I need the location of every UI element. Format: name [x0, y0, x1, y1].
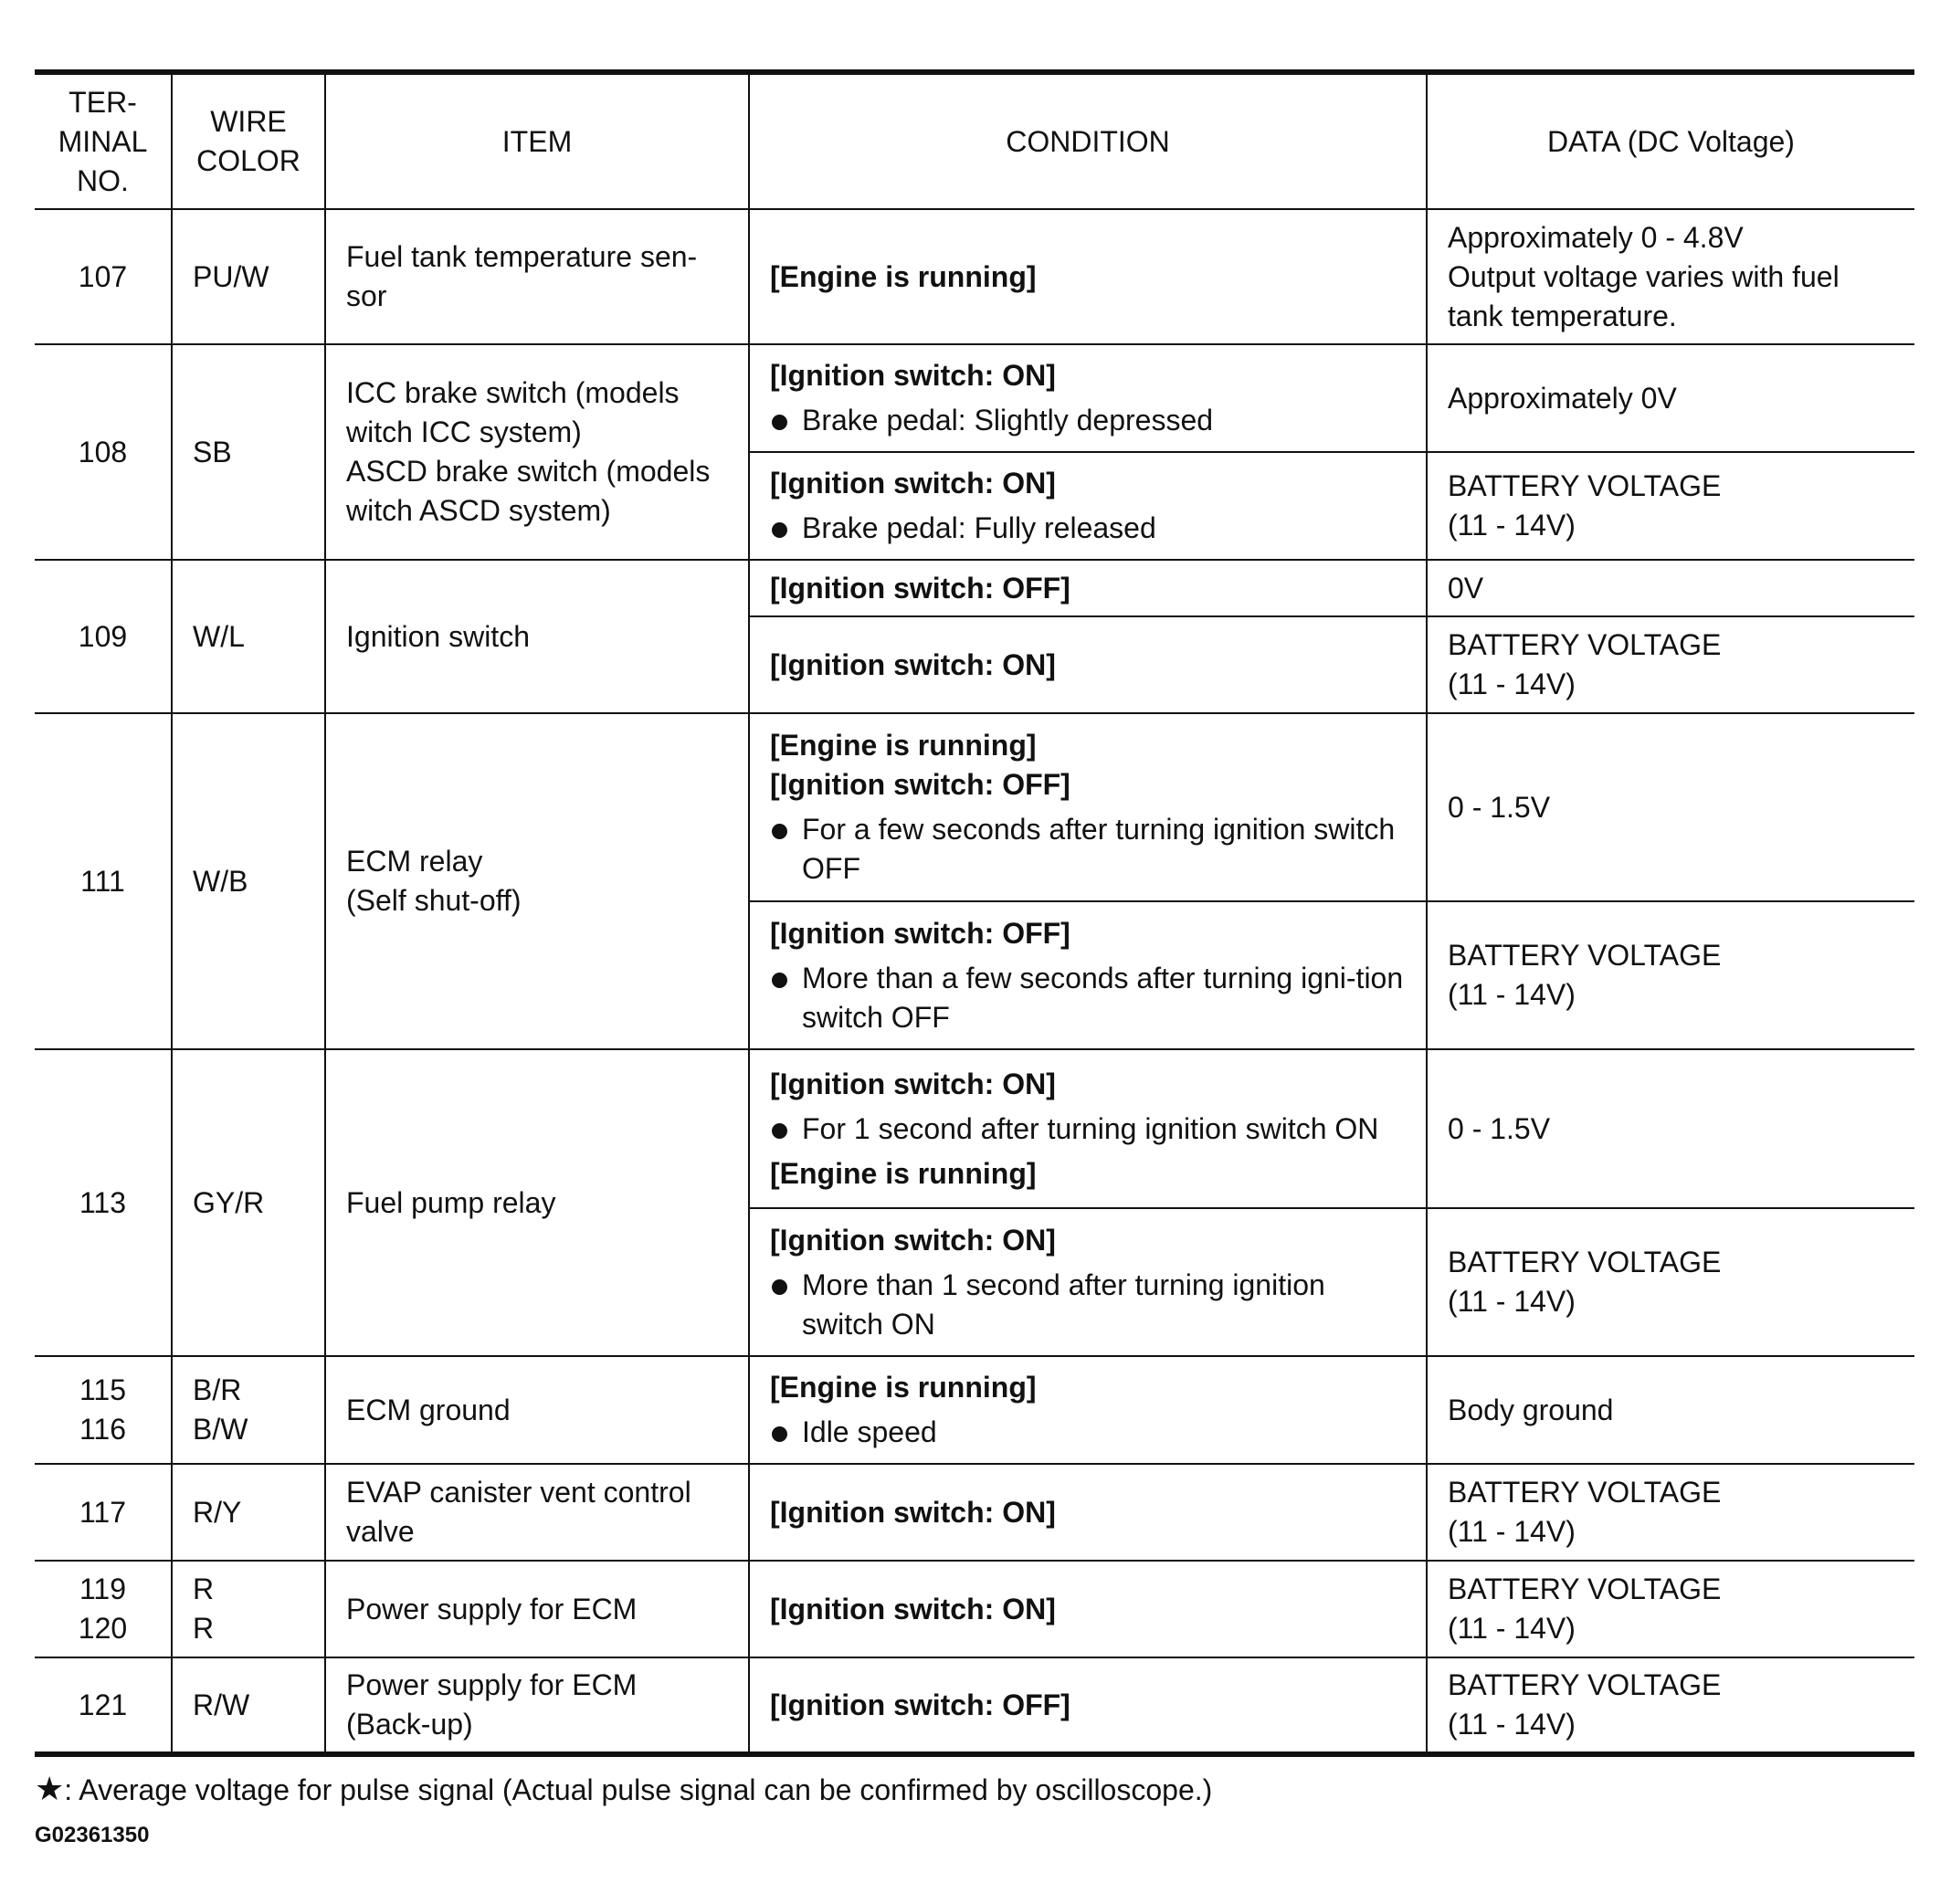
terminal-cell: 111 — [35, 713, 172, 1049]
condition-cell: [Ignition switch: OFF] More than a few seconds after turning igni-tion switch OFF — [749, 901, 1427, 1049]
bullet-item: For a few seconds after turning ignition switch OFF — [770, 810, 1406, 889]
table-header-row — [35, 72, 1914, 209]
item-cell: ECM relay (Self shut-off) — [325, 713, 749, 1049]
bullet-item: More than 1 second after turning ignition switch ON — [770, 1266, 1406, 1344]
condition-cell: [Ignition switch: ON] — [749, 1561, 1427, 1657]
wire-color-cell: W/L — [172, 560, 325, 713]
wire-color-cell: R/W — [172, 1657, 325, 1754]
condition-cell: [Engine is running] [Ignition switch: OFF] For a few seconds after turning ignition switch OFF — [749, 713, 1427, 901]
data-cell: BATTERY VOLTAGE (11 - 14V) — [1427, 901, 1914, 1049]
table-row — [35, 1049, 1914, 1208]
data-cell: BATTERY VOLTAGE (11 - 14V) — [1427, 452, 1914, 560]
table-row — [35, 713, 1914, 901]
condition-cell: [Ignition switch: OFF] — [749, 560, 1427, 616]
bullet-item: Idle speed — [770, 1413, 1406, 1452]
item-cell: Fuel tank temperature sen- sor — [325, 209, 749, 344]
terminal-cell: 119 120 — [35, 1561, 172, 1657]
data-cell: 0 - 1.5V — [1427, 1049, 1914, 1208]
data-cell: 0V — [1427, 560, 1914, 616]
condition-cell: [Ignition switch: ON] Brake pedal: Fully released — [749, 452, 1427, 560]
header-data: DATA (DC Voltage) — [1427, 72, 1914, 209]
terminal-data-table — [35, 69, 1914, 1757]
header-condition: CONDITION — [749, 72, 1427, 209]
data-cell: BATTERY VOLTAGE (11 - 14V) — [1427, 1208, 1914, 1356]
terminal-data-table-container — [35, 69, 1914, 1757]
figure-id: G02361350 — [35, 1823, 150, 1847]
item-cell: Fuel pump relay — [325, 1049, 749, 1356]
item-cell: Power supply for ECM (Back-up) — [325, 1657, 749, 1754]
item-cell: Ignition switch — [325, 560, 749, 713]
data-cell: BATTERY VOLTAGE (11 - 14V) — [1427, 1657, 1914, 1754]
condition-cell: [Engine is running] Idle speed — [749, 1356, 1427, 1464]
terminal-cell: 108 — [35, 344, 172, 560]
bullet-item: Brake pedal: Fully released — [770, 509, 1406, 548]
data-cell: Approximately 0 - 4.8V Output voltage varies with fuel tank temperature. — [1427, 209, 1914, 344]
wire-color-cell: GY/R — [172, 1049, 325, 1356]
wire-color-cell: R R — [172, 1561, 325, 1657]
item-cell: EVAP canister vent control valve — [325, 1464, 749, 1561]
condition-cell: [Ignition switch: ON] For 1 second after turning ignition switch ON [Engine is running] — [749, 1049, 1427, 1208]
data-cell: 0 - 1.5V — [1427, 713, 1914, 901]
bullet-item: For 1 second after turning ignition switch ON — [770, 1110, 1406, 1149]
header-wire-color: WIRE COLOR — [172, 72, 325, 209]
table-row — [35, 1356, 1914, 1464]
item-cell: ICC brake switch (models witch ICC system) ASCD brake switch (models witch ASCD system) — [325, 344, 749, 560]
table-row — [35, 344, 1914, 452]
condition-cell: [Ignition switch: ON] More than 1 second after turning ignition switch ON — [749, 1208, 1427, 1356]
table-row — [35, 209, 1914, 344]
item-cell: Power supply for ECM — [325, 1561, 749, 1657]
terminal-cell: 107 — [35, 209, 172, 344]
data-cell: Body ground — [1427, 1356, 1914, 1464]
terminal-cell: 121 — [35, 1657, 172, 1754]
bullet-item: Brake pedal: Slightly depressed — [770, 401, 1406, 440]
footnote-text: : Average voltage for pulse signal (Actual pulse signal can be confirmed by oscilloscope.) — [64, 1773, 1213, 1806]
wire-color-cell: SB — [172, 344, 325, 560]
table-row — [35, 1561, 1914, 1657]
terminal-cell: 115 116 — [35, 1356, 172, 1464]
terminal-cell: 113 — [35, 1049, 172, 1356]
footnote — [35, 1770, 1212, 1808]
star-icon: ★ — [35, 1770, 65, 1807]
header-terminal-no: TER- MINAL NO. — [35, 72, 172, 209]
table-row — [35, 560, 1914, 616]
condition-cell: [Ignition switch: ON] — [749, 1464, 1427, 1561]
condition-cell: [Ignition switch: ON] — [749, 616, 1427, 713]
table-row — [35, 1464, 1914, 1561]
bullet-item: More than a few seconds after turning igni-tion switch OFF — [770, 959, 1406, 1037]
condition-cell: [Ignition switch: OFF] — [749, 1657, 1427, 1754]
wire-color-cell: W/B — [172, 713, 325, 1049]
wire-color-cell: B/R B/W — [172, 1356, 325, 1464]
wire-color-cell: PU/W — [172, 209, 325, 344]
terminal-cell: 109 — [35, 560, 172, 713]
data-cell: Approximately 0V — [1427, 344, 1914, 452]
terminal-cell: 117 — [35, 1464, 172, 1561]
wire-color-cell: R/Y — [172, 1464, 325, 1561]
data-cell: BATTERY VOLTAGE (11 - 14V) — [1427, 1561, 1914, 1657]
data-cell: BATTERY VOLTAGE (11 - 14V) — [1427, 1464, 1914, 1561]
condition-cell: [Ignition switch: ON] Brake pedal: Slightly depressed — [749, 344, 1427, 452]
table-row — [35, 1657, 1914, 1754]
header-item: ITEM — [325, 72, 749, 209]
data-cell: BATTERY VOLTAGE (11 - 14V) — [1427, 616, 1914, 713]
condition-cell: [Engine is running] — [749, 209, 1427, 344]
item-cell: ECM ground — [325, 1356, 749, 1464]
